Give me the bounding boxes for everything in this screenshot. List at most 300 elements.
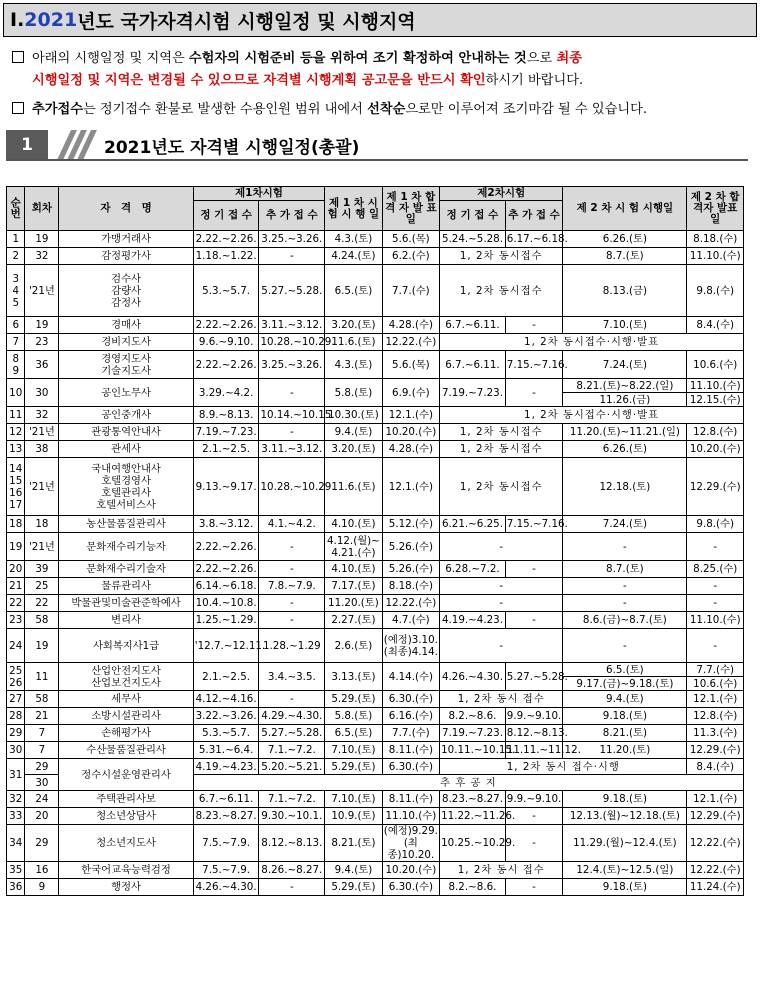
table-cell: 변리사 bbox=[59, 612, 193, 629]
table-cell: 감정평가사 bbox=[59, 248, 193, 265]
table-cell: 4.29.~4.30. bbox=[259, 708, 325, 725]
table-cell: 수산물품질관리사 bbox=[59, 742, 193, 759]
merged-note-cell: 추 후 공 지 bbox=[193, 775, 743, 791]
table-cell: - bbox=[563, 533, 687, 561]
table-cell: 7.1.~7.2. bbox=[259, 791, 325, 808]
table-cell: 8.23.~8.27. bbox=[193, 808, 259, 825]
table-cell: 28 bbox=[7, 708, 25, 725]
table-cell: 4.12.~4.16. bbox=[193, 691, 259, 708]
table-cell: - bbox=[505, 612, 562, 629]
table-cell: 12.22.(수) bbox=[687, 862, 744, 879]
table-cell: 11.10.(수) bbox=[687, 612, 744, 629]
table-cell: 6.7.~6.11. bbox=[440, 351, 506, 379]
table-cell: - bbox=[505, 808, 562, 825]
table-cell: 9 bbox=[25, 879, 59, 896]
table-row bbox=[7, 265, 744, 317]
table-cell: 6.30.(수) bbox=[382, 691, 439, 708]
table-cell: 12.8.(수) bbox=[687, 708, 744, 725]
table-cell: 9.9.~9.10. bbox=[505, 791, 562, 808]
table-cell: - bbox=[505, 379, 562, 407]
table-cell: 관광통역안내사 bbox=[59, 424, 193, 441]
table-cell: 경매사 bbox=[59, 317, 193, 334]
table-cell: 8.18.(수) bbox=[382, 578, 439, 595]
table-cell: - bbox=[259, 561, 325, 578]
table-cell: 12.15.(수) bbox=[687, 393, 744, 407]
notice2-bold2: 선착순 bbox=[367, 102, 406, 117]
schedule-table bbox=[6, 186, 744, 896]
table-cell: 8.7.(토) bbox=[563, 248, 687, 265]
table-cell: 한국어교육능력검정 bbox=[59, 862, 193, 879]
table-cell: 7.15.~7.16. bbox=[505, 516, 562, 533]
table-cell: 6.30.(수) bbox=[382, 879, 439, 896]
table-cell: 20 bbox=[25, 808, 59, 825]
table-cell: 7.1.~7.2. bbox=[259, 742, 325, 759]
table-row bbox=[7, 879, 744, 896]
section-header bbox=[6, 130, 754, 160]
table-cell: 6.21.~6.25. bbox=[440, 516, 506, 533]
table-cell: 21 bbox=[7, 578, 25, 595]
section-number: 1 bbox=[6, 130, 48, 160]
table-cell: '21년 bbox=[25, 458, 59, 516]
table-cell: 7.24.(토) bbox=[563, 351, 687, 379]
table-cell: 8.21.(토) bbox=[325, 825, 382, 862]
table-cell: 4.7.(수) bbox=[382, 612, 439, 629]
table-cell: 12.13.(월)~12.18.(토) bbox=[563, 808, 687, 825]
table-cell: 12.1.(수) bbox=[382, 407, 439, 424]
table-cell: 24 bbox=[7, 629, 25, 663]
table-cell: 7.7.(수) bbox=[382, 265, 439, 317]
table-cell: 11.22.~11.26. bbox=[440, 808, 506, 825]
table-cell: 5.8.(토) bbox=[325, 379, 382, 407]
table-cell: 6.14.~6.18. bbox=[193, 578, 259, 595]
table-cell: 2.1.~2.5. bbox=[193, 663, 259, 691]
table-cell: 2.6.(토) bbox=[325, 629, 382, 663]
table-cell: 5.27.~5.28. bbox=[505, 663, 562, 691]
table-cell: 2.22.~2.26. bbox=[193, 351, 259, 379]
table-cell: 35 bbox=[7, 862, 25, 879]
table-cell: 2.27.(토) bbox=[325, 612, 382, 629]
table-cell: 22 bbox=[25, 595, 59, 612]
title-roman: Ⅰ. bbox=[10, 9, 25, 31]
table-cell: 4.26.~4.30. bbox=[440, 663, 506, 691]
table-cell: 6.17.~6.18. bbox=[505, 231, 562, 248]
table-cell: 7 bbox=[25, 742, 59, 759]
table-cell: 3.20.(토) bbox=[325, 441, 382, 458]
table-cell: 8.12.~8.13. bbox=[259, 825, 325, 862]
merged-note-cell: 1, 2차 동시접수 bbox=[440, 265, 563, 317]
table-cell: 29 bbox=[25, 825, 59, 862]
table-cell: 10.28.~10.29. bbox=[259, 334, 325, 351]
table-cell: 7.5.~7.9. bbox=[193, 825, 259, 862]
table-cell: 10.20.(수) bbox=[687, 441, 744, 458]
table-cell: 3.8.~3.12. bbox=[193, 516, 259, 533]
table-cell: - bbox=[563, 595, 687, 612]
table-row bbox=[7, 516, 744, 533]
table-cell: 11.29.(월)~12.4.(토) bbox=[563, 825, 687, 862]
table-cell: '12.7.~12.11. bbox=[193, 629, 259, 663]
table-cell: 7.19.~7.23. bbox=[440, 379, 506, 407]
table-cell: 4.19.~4.23. bbox=[440, 612, 506, 629]
table-cell: 8 9 bbox=[7, 351, 25, 379]
table-cell: 12.29.(수) bbox=[687, 458, 744, 516]
table-cell: - bbox=[687, 533, 744, 561]
table-cell: 12.8.(수) bbox=[687, 424, 744, 441]
table-cell: (예정)9.29. (최종)10.20. bbox=[383, 825, 438, 861]
table-row bbox=[7, 791, 744, 808]
table-cell: 29 bbox=[25, 759, 59, 775]
table-cell: 34 bbox=[7, 825, 25, 862]
table-cell: 30 bbox=[25, 775, 59, 791]
table-cell: 9.13.~9.17. bbox=[193, 458, 259, 516]
table-cell: 5.26.(수) bbox=[382, 533, 439, 561]
table-cell: 3.22.~3.26. bbox=[193, 708, 259, 725]
table-cell: - bbox=[259, 691, 325, 708]
table-cell: 22 bbox=[7, 595, 25, 612]
table-cell: 6.9.(수) bbox=[382, 379, 439, 407]
table-cell: 12.29.(수) bbox=[687, 742, 744, 759]
table-row bbox=[7, 595, 744, 612]
table-cell: 10.28.~10.29. bbox=[259, 458, 325, 516]
table-cell: 6.5.(토) bbox=[325, 725, 382, 742]
table-cell: - bbox=[440, 595, 563, 612]
title-year: 2021 bbox=[24, 9, 78, 31]
table-cell: 5.29.(토) bbox=[325, 879, 382, 896]
table-cell: 5.27.~5.28. bbox=[259, 725, 325, 742]
table-cell: - bbox=[505, 317, 562, 334]
page-title bbox=[3, 3, 757, 37]
table-cell: 11.24.(수) bbox=[687, 879, 744, 896]
table-cell: 2.22.~2.26. bbox=[193, 561, 259, 578]
section-title: 2021년도 자격별 시행일정(총괄) bbox=[104, 138, 360, 158]
table-cell: 18 bbox=[25, 516, 59, 533]
table-cell: 9.18.(토) bbox=[563, 791, 687, 808]
table-cell: 손해평가사 bbox=[59, 725, 193, 742]
table-cell: 11.10.(수) bbox=[382, 808, 439, 825]
table-cell: 32 bbox=[25, 248, 59, 265]
table-cell: 36 bbox=[7, 879, 25, 896]
table-cell: 8.7.(토) bbox=[563, 561, 687, 578]
table-cell: 산업안전지도사 산업보건지도사 bbox=[59, 663, 193, 691]
table-cell: 1.28.~1.29 bbox=[259, 629, 325, 663]
table-cell: 9.9.~9.10. bbox=[505, 708, 562, 725]
table-cell: - bbox=[259, 379, 325, 407]
table-cell: 19 bbox=[7, 533, 25, 561]
table-cell: 7 bbox=[7, 334, 25, 351]
header-name: 자 격 명 bbox=[59, 187, 193, 231]
table-row bbox=[7, 862, 744, 879]
header-seq: 순번 bbox=[7, 187, 25, 231]
table-cell: 8.4.(수) bbox=[687, 759, 744, 775]
section-underline bbox=[6, 159, 748, 161]
table-cell: 3.25.~3.26. bbox=[259, 231, 325, 248]
merged-note-cell: 1, 2차 동시접수 bbox=[440, 441, 563, 458]
table-cell: 6.5.(토) bbox=[563, 663, 687, 677]
table-cell: 공인노무사 bbox=[59, 379, 193, 407]
table-cell: 12.4.(토)~12.5.(일) bbox=[563, 862, 687, 879]
table-cell: 19 bbox=[25, 317, 59, 334]
table-cell: 19 bbox=[25, 231, 59, 248]
table-cell: 3.29.~4.2. bbox=[193, 379, 259, 407]
notice1-text1: 아래의 시행일정 및 지역은 bbox=[32, 51, 189, 66]
table-row bbox=[7, 334, 744, 351]
table-cell: 4.28.(수) bbox=[382, 441, 439, 458]
merged-note-cell: 1, 2차 동시접수 bbox=[440, 248, 563, 265]
table-cell: 5.3.~5.7. bbox=[193, 265, 259, 317]
table-cell: 행정사 bbox=[59, 879, 193, 896]
table-cell: 12.22.(수) bbox=[687, 825, 744, 862]
table-cell: 10 bbox=[7, 379, 25, 407]
table-cell: 5.29.(토) bbox=[325, 691, 382, 708]
header-regular: 정 기 접 수 bbox=[193, 201, 259, 231]
table-cell: - bbox=[505, 879, 562, 896]
table-cell: 7.19.~7.23. bbox=[193, 424, 259, 441]
table-cell: 7.7.(수) bbox=[687, 663, 744, 677]
table-cell: 국내여행안내사 호텔경영사 호텔관리사 호텔서비스사 bbox=[59, 458, 193, 516]
header-extra: 추 가 접 수 bbox=[259, 201, 325, 231]
table-cell: 가맹거래사 bbox=[59, 231, 193, 248]
table-cell: 4.24.(토) bbox=[325, 248, 382, 265]
table-cell: 10.9.(토) bbox=[325, 808, 382, 825]
table-cell: 관세사 bbox=[59, 441, 193, 458]
table-cell: 9.4.(토) bbox=[325, 424, 382, 441]
header-round: 회차 bbox=[25, 187, 59, 231]
header-first-exam: 제 1 차 시 험 시 행 일 bbox=[325, 187, 382, 231]
notice-schedule bbox=[12, 48, 582, 70]
notice1-red2: 시행일정 및 지역은 변경될 수 있으므로 자격별 시행계획 공고문을 반드시 확인 bbox=[32, 73, 486, 88]
table-cell: '21년 bbox=[25, 533, 59, 561]
table-cell: 12.22.(수) bbox=[382, 595, 439, 612]
merged-note-cell: 1, 2차 동시접수·시행·발표 bbox=[440, 334, 744, 351]
table-row bbox=[7, 248, 744, 265]
table-cell: - bbox=[505, 825, 562, 862]
table-cell: 5.27.~5.28. bbox=[259, 265, 325, 317]
title-rest: 년도 국가자격시험 시행일정 및 시행지역 bbox=[77, 10, 416, 33]
table-cell: 18 bbox=[7, 516, 25, 533]
table-cell: 39 bbox=[25, 561, 59, 578]
table-cell: - bbox=[440, 533, 563, 561]
table-cell: 1.18.~1.22. bbox=[193, 248, 259, 265]
notice1-bold: 수험자의 시험준비 등을 위하여 조기 확정하여 안내하는 것 bbox=[188, 51, 527, 66]
table-row bbox=[7, 663, 744, 677]
header-second-regular: 정 기 접 수 bbox=[440, 201, 506, 231]
table-cell: 7.17.(토) bbox=[325, 578, 382, 595]
table-cell: 4.26.~4.30. bbox=[193, 879, 259, 896]
table-cell: 7.5.~7.9. bbox=[193, 862, 259, 879]
table-row bbox=[7, 825, 744, 862]
table-cell: 9.30.~10.1. bbox=[259, 808, 325, 825]
table-cell: 9.18.(토) bbox=[563, 879, 687, 896]
table-cell: 8.18.(수) bbox=[687, 231, 744, 248]
table-cell: - bbox=[687, 629, 744, 663]
table-row bbox=[7, 691, 744, 708]
table-cell: 물류관리사 bbox=[59, 578, 193, 595]
table-cell: 10.20.(수) bbox=[382, 862, 439, 879]
table-cell: 3 4 5 bbox=[7, 265, 25, 317]
table-cell: 6.26.(토) bbox=[563, 441, 687, 458]
table-cell: 5.31.~6.4. bbox=[193, 742, 259, 759]
table-row bbox=[7, 351, 744, 379]
table-cell: 경영지도사 기술지도사 bbox=[59, 351, 193, 379]
table-cell: 10.30.(토) bbox=[325, 407, 382, 424]
table-cell: 8.13.(금) bbox=[563, 265, 687, 317]
checkbox-square-icon bbox=[12, 51, 24, 63]
table-cell: 27 bbox=[7, 691, 25, 708]
table-cell: 12.29.(수) bbox=[687, 808, 744, 825]
table-cell: 11.6.(토) bbox=[325, 458, 382, 516]
table-cell: 농산물품질관리사 bbox=[59, 516, 193, 533]
table-cell: - bbox=[259, 248, 325, 265]
table-cell: 4.12.(월)~ 4.21.(수) bbox=[325, 533, 382, 561]
table-cell: 5.26.(수) bbox=[382, 561, 439, 578]
table-cell: 8.21.(토) bbox=[563, 725, 687, 742]
table-cell: 8.21.(토)~8.22.(일) bbox=[563, 379, 687, 393]
table-cell: 세무사 bbox=[59, 691, 193, 708]
table-cell: 4.3.(토) bbox=[325, 231, 382, 248]
table-cell: 6 bbox=[7, 317, 25, 334]
table-cell: 검수사 감량사 감정사 bbox=[59, 265, 193, 317]
table-cell: 11.10.(수) bbox=[687, 379, 744, 393]
header-first-result: 제 1 차 합 격 자 발 표 일 bbox=[382, 187, 439, 231]
notice2-text1: 는 정기접수 환불로 발생한 수용인원 범위 내에서 bbox=[82, 102, 368, 117]
table-cell: 9.8.(수) bbox=[687, 265, 744, 317]
notice1-text3: 하시기 바랍니다. bbox=[485, 73, 584, 88]
table-row bbox=[7, 231, 744, 248]
table-cell: 11.20.(토) bbox=[563, 742, 687, 759]
table-row bbox=[7, 725, 744, 742]
table-cell: 30 bbox=[25, 379, 59, 407]
table-cell: - bbox=[687, 595, 744, 612]
table-row bbox=[7, 612, 744, 629]
table-cell: - bbox=[259, 595, 325, 612]
table-row bbox=[7, 561, 744, 578]
table-cell: 9.17.(금)~9.18.(토) bbox=[563, 677, 687, 691]
table-cell: 4.3.(토) bbox=[325, 351, 382, 379]
table-cell: 문화재수리기능자 bbox=[59, 533, 193, 561]
table-cell: 12.1.(수) bbox=[687, 691, 744, 708]
notice1-red1: 최종 bbox=[556, 51, 582, 66]
table-cell: 16 bbox=[25, 862, 59, 879]
table-cell: 4.28.(수) bbox=[382, 317, 439, 334]
table-cell: 25 bbox=[25, 578, 59, 595]
table-cell: 7.7.(수) bbox=[382, 725, 439, 742]
table-cell: 11.26.(금) bbox=[563, 393, 687, 407]
header-second-result: 제 2 차 합격자 발표일 bbox=[687, 187, 744, 231]
table-cell: 10.20.(수) bbox=[382, 424, 439, 441]
table-cell: 6.5.(토) bbox=[325, 265, 382, 317]
merged-note-cell: 1, 2차 동시접수·시행·발표 bbox=[440, 407, 744, 424]
table-cell: 29 bbox=[7, 725, 25, 742]
table-cell: '21년 bbox=[25, 424, 59, 441]
table-row bbox=[7, 742, 744, 759]
table-cell: 11 bbox=[25, 663, 59, 691]
table-cell: - bbox=[563, 629, 687, 663]
table-cell: 58 bbox=[25, 691, 59, 708]
table-row bbox=[7, 441, 744, 458]
table-cell: 12 bbox=[7, 424, 25, 441]
table-cell: 25 26 bbox=[7, 663, 25, 691]
table-cell: - bbox=[505, 561, 562, 578]
table-cell: 13 bbox=[7, 441, 25, 458]
table-cell: - bbox=[259, 612, 325, 629]
table-cell: 11.11.~11.12. bbox=[505, 742, 562, 759]
table-cell: 32 bbox=[7, 791, 25, 808]
header-first: 제1차시험 bbox=[193, 187, 324, 201]
table-cell: 6.30.(수) bbox=[382, 759, 439, 775]
table-cell: 38 bbox=[25, 441, 59, 458]
table-cell: 4.1.~4.2. bbox=[259, 516, 325, 533]
table-row bbox=[7, 317, 744, 334]
table-cell: 8.11.(수) bbox=[382, 742, 439, 759]
table-cell: 7.15.~7.16. bbox=[505, 351, 562, 379]
table-cell: 36 bbox=[25, 351, 59, 379]
table-cell: 5.12.(수) bbox=[382, 516, 439, 533]
table-cell: 문화재수리기술자 bbox=[59, 561, 193, 578]
table-cell: 7.24.(토) bbox=[563, 516, 687, 533]
table-cell: 10.14.~10.15. bbox=[259, 407, 325, 424]
merged-note-cell: 1, 2차 동시접수 bbox=[440, 458, 563, 516]
table-cell: 8.2.~8.6. bbox=[440, 708, 506, 725]
table-cell: 58 bbox=[25, 612, 59, 629]
table-cell: 9.8.(수) bbox=[687, 516, 744, 533]
table-row bbox=[7, 808, 744, 825]
header-second: 제2차시험 bbox=[440, 187, 563, 201]
table-cell: 11.20.(토)~11.21.(일) bbox=[563, 424, 687, 441]
table-cell: 5.8.(토) bbox=[325, 708, 382, 725]
table-cell: 7.10.(토) bbox=[325, 742, 382, 759]
table-cell: - bbox=[259, 533, 325, 561]
table-cell: 10.6.(수) bbox=[687, 677, 744, 691]
table-row bbox=[7, 407, 744, 424]
merged-note-cell: 1, 2차 동시 접수 bbox=[440, 691, 563, 708]
table-cell: 4.19.~4.23. bbox=[193, 759, 259, 775]
table-cell: 10.25.~10.29. bbox=[440, 825, 506, 862]
table-cell: 12.1.(수) bbox=[382, 458, 439, 516]
table-cell: - bbox=[259, 424, 325, 441]
table-cell: 2.22.~2.26. bbox=[193, 533, 259, 561]
table-cell: 6.26.(토) bbox=[563, 231, 687, 248]
table-cell: 7.8.~7.9. bbox=[259, 578, 325, 595]
table-cell: 3.20.(토) bbox=[325, 317, 382, 334]
merged-note-cell: 1, 2차 동시 접수 bbox=[440, 862, 563, 879]
table-cell: 11.3.(수) bbox=[687, 725, 744, 742]
table-cell: 5.6.(목) bbox=[382, 351, 439, 379]
table-cell: 19 bbox=[25, 629, 59, 663]
table-cell: 30 bbox=[7, 742, 25, 759]
table-cell: 10.11.~10.15. bbox=[440, 742, 506, 759]
table-cell: 9.18.(토) bbox=[563, 708, 687, 725]
notice-schedule-cont bbox=[32, 70, 583, 92]
table-cell: 청소년상담사 bbox=[59, 808, 193, 825]
table-cell: 12.22.(수) bbox=[382, 334, 439, 351]
table-cell: 8.23.~8.27. bbox=[440, 791, 506, 808]
table-cell: - bbox=[440, 578, 563, 595]
table-row bbox=[7, 424, 744, 441]
table-cell: 3.11.~3.12. bbox=[259, 441, 325, 458]
table-cell: 주택관리사보 bbox=[59, 791, 193, 808]
table-cell: 12.18.(토) bbox=[563, 458, 687, 516]
merged-note-cell: 1, 2차 동시접수 bbox=[440, 424, 563, 441]
table-cell: (예정)3.10. (최종)4.14. bbox=[382, 629, 439, 663]
table-cell: 5.24.~5.28. bbox=[440, 231, 506, 248]
table-cell: 8.4.(수) bbox=[687, 317, 744, 334]
table-cell: 14 15 16 17 bbox=[7, 458, 25, 516]
table-row bbox=[7, 578, 744, 595]
table-cell: 4.10.(토) bbox=[325, 561, 382, 578]
table-cell: 소방시설관리사 bbox=[59, 708, 193, 725]
table-cell: 5.6.(목) bbox=[382, 231, 439, 248]
table-cell: 청소년지도사 bbox=[59, 825, 193, 862]
table-cell: 1.25.~1.29. bbox=[193, 612, 259, 629]
